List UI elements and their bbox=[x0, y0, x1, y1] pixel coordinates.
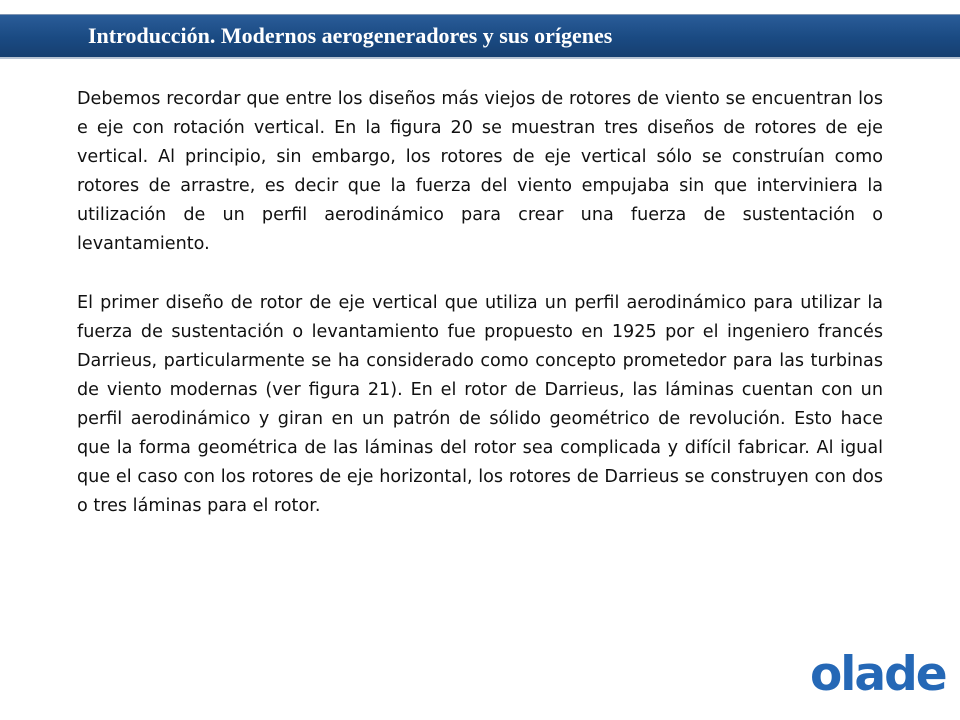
slide-body bbox=[77, 85, 883, 521]
olade-logo: olade bbox=[810, 647, 946, 702]
paragraph-2: El primer diseño de rotor de eje vertical que utiliza un perfil aerodinámico para utilizar la fuerza de sustentación o levantamiento fue propuesto en 1925 por el ingeniero francés Darrieus, particularmente se ha considerado como concepto prometedor para las turbinas de viento modernas (ver figura 21). En el rotor de Darrieus, las láminas cuentan con un perfil aerodinámico y giran en un patrón de sólido geométrico de revolución. Esto hace que la forma geométrica de las láminas del rotor sea complicada y difícil fabricar. Al igual que el caso con los rotores de eje horizontal, los rotores de Darrieus se construyen con dos o tres láminas para el rotor. bbox=[77, 292, 883, 517]
slide-title: Introducción. Modernos aerogeneradores y sus orígenes bbox=[88, 23, 613, 48]
title-bar bbox=[0, 14, 960, 59]
paragraph-1: Debemos recordar que entre los diseños más viejos de rotores de viento se encuentran los e eje con rotación vertical. En la figura 20 se muestran tres diseños de rotores de eje vertical. Al principio, sin embargo, los rotores de eje vertical sólo se construían como rotores de arrastre, es decir que la fuerza del viento empujaba sin que interviniera la utilización de un perfil aerodinámico para crear una fuerza de sustentación o levantamiento. bbox=[77, 89, 883, 255]
